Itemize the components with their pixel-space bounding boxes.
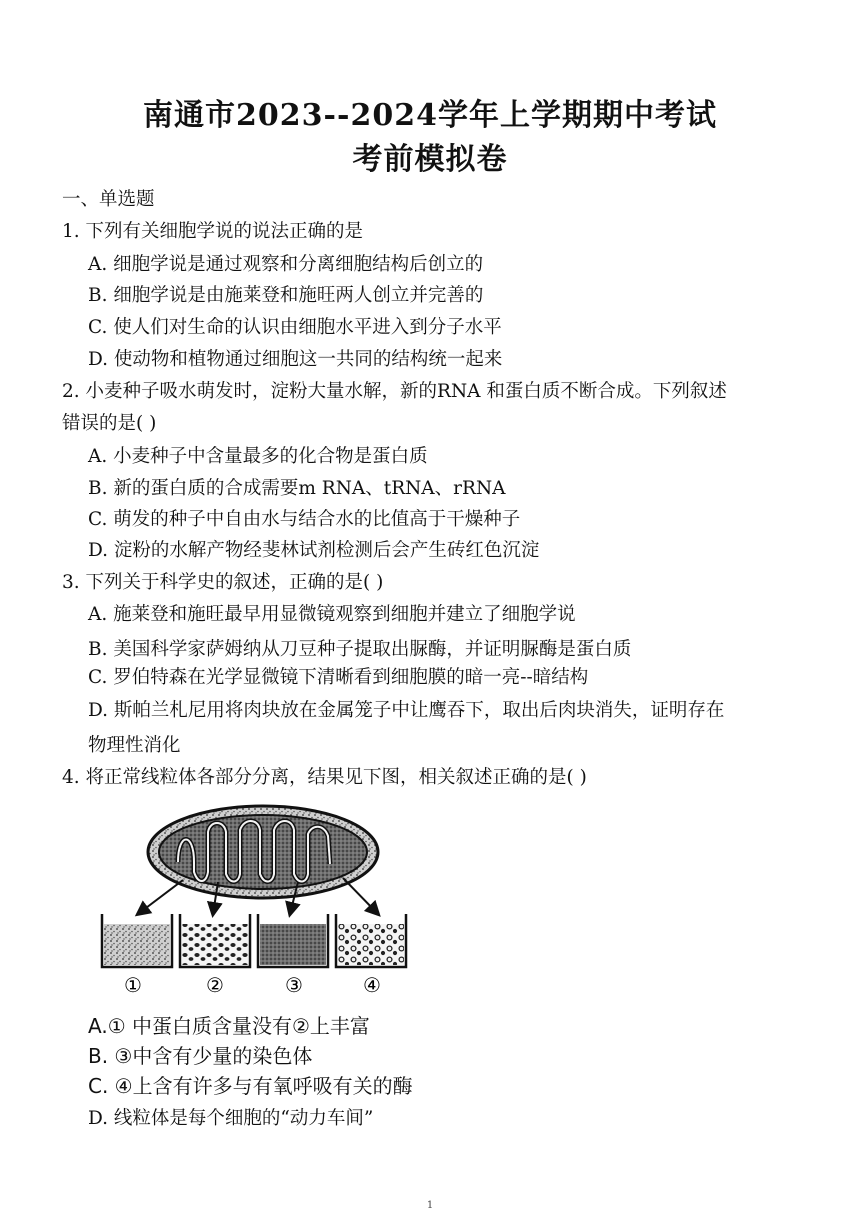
question-2-option-c: C. 萌发的种子中自由水与结合水的比值高于干燥种子: [88, 509, 521, 530]
question-3-option-d: D. 斯帕兰札尼用将肉块放在金属笼子中让鹰吞下，取出后肉块消失，证明存在: [88, 700, 725, 721]
question-2-option-d: D. 淀粉的水解产物经斐林试剂检测后会产生砖红色沉淀: [88, 540, 540, 561]
question-4-option-d: D. 线粒体是每个细胞的“动力车间”: [88, 1108, 374, 1129]
page-title-line-1: 南通市2023--2024学年上学期期中考试: [143, 98, 717, 133]
mitochondria-figure: [98, 802, 418, 997]
question-4-option-a: A.① 中蛋白质含量没有②上丰富: [88, 1014, 370, 1038]
mitochondrion-drawing: [148, 806, 378, 898]
question-3-option-d-continued: 物理性消化: [88, 735, 181, 756]
beaker-label-4: ④: [363, 973, 381, 997]
section-heading: 一、单选题: [62, 189, 155, 210]
beaker-label-2: ②: [206, 973, 224, 997]
question-1-option-c: C. 使人们对生命的认识由细胞水平进入到分子水平: [88, 317, 502, 338]
question-4-option-c: C. ④上含有许多与有氧呼吸有关的酶: [88, 1074, 413, 1098]
page-number: 1: [426, 1200, 434, 1211]
question-2-stem-line-1: 2. 小麦种子吸水萌发时，淀粉大量水解，新的RNA 和蛋白质不断合成。下列叙述: [62, 381, 727, 402]
question-3-stem: 3. 下列关于科学史的叙述，正确的是( ): [62, 572, 384, 593]
question-4-stem: 4. 将正常线粒体各部分分离，结果见下图，相关叙述正确的是( ): [62, 767, 587, 788]
question-1-option-b: B. 细胞学说是由施莱登和施旺两人创立并完善的: [88, 285, 484, 306]
question-3-option-a: A. 施莱登和施旺最早用显微镜观察到细胞并建立了细胞学说: [88, 604, 576, 625]
beaker-label-1: ①: [124, 973, 142, 997]
question-2-option-b: B. 新的蛋白质的合成需要m RNA、tRNA、rRNA: [88, 478, 506, 499]
beaker-1: [102, 914, 172, 967]
page-title-line-2: 考前模拟卷: [352, 142, 508, 177]
question-3-option-c: C. 罗伯特森在光学显微镜下清晰看到细胞膜的暗一亮--暗结构: [88, 667, 589, 688]
question-2-option-a: A. 小麦种子中含量最多的化合物是蛋白质: [88, 446, 428, 467]
question-1-option-d: D. 使动物和植物通过细胞这一共同的结构统一起来: [88, 349, 503, 370]
beaker-4: [336, 914, 406, 967]
question-4-option-b: B. ③中含有少量的染色体: [88, 1044, 313, 1068]
beaker-3: [258, 914, 328, 967]
question-1-stem: 1. 下列有关细胞学说的说法正确的是: [62, 221, 364, 242]
question-2-stem-line-2: 错误的是( ): [62, 413, 157, 434]
question-3-option-b: B. 美国科学家萨姆纳从刀豆种子提取出脲酶，并证明脲酶是蛋白质: [88, 639, 632, 660]
question-1-option-a: A. 细胞学说是通过观察和分离细胞结构后创立的: [88, 254, 484, 275]
beaker-2: [180, 914, 250, 967]
beaker-label-3: ③: [285, 973, 303, 997]
